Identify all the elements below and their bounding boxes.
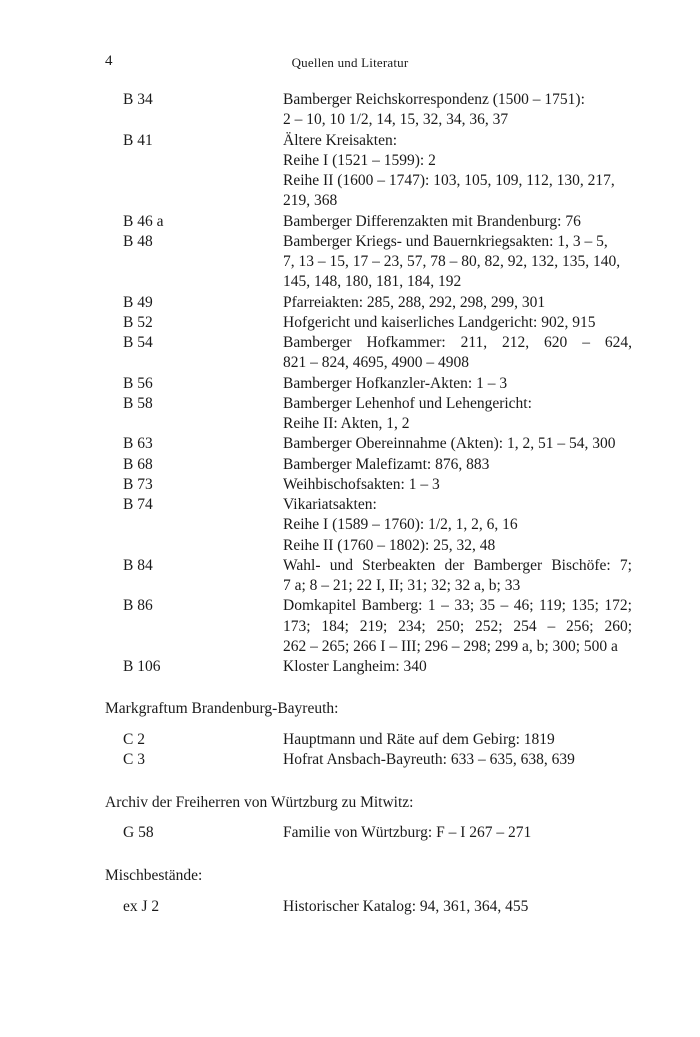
entry-line: 145, 148, 180, 181, 184, 192 — [283, 273, 462, 291]
catalog-entry — [0, 374, 700, 394]
entry-signature: B 48 — [123, 232, 153, 250]
entry-line: Weihbischofsakten: 1 – 3 — [283, 475, 440, 493]
entry-description — [283, 394, 632, 435]
entry-signature: B 73 — [123, 475, 153, 493]
entry-description — [283, 897, 632, 917]
section-heading: Mischbestände: — [105, 867, 203, 884]
catalog-entry — [0, 293, 700, 313]
entry-description — [283, 374, 632, 394]
entry-signature: B 74 — [123, 496, 153, 513]
entry-description — [283, 90, 632, 131]
entry-line: Ältere Kreisakten: — [283, 131, 398, 149]
catalog-entry — [0, 333, 700, 374]
section-heading: Archiv der Freiherren von Würtzburg zu Mitwitz: — [105, 794, 414, 811]
entry-description — [283, 657, 632, 677]
entry-line: 7, 13 – 15, 17 – 23, 57, 78 – 80, 82, 92, 132, 135, 140, — [283, 253, 621, 270]
section-entry-list — [0, 730, 700, 771]
catalog-entry — [0, 212, 700, 232]
entry-line: Reihe I (1521 – 1599): 2 — [283, 151, 436, 169]
catalog-entry — [0, 313, 700, 333]
entry-description — [283, 232, 632, 293]
entry-description — [283, 730, 632, 750]
entry-signature: B 46 a — [123, 212, 164, 230]
catalog-entry — [0, 434, 700, 454]
catalog-entry — [0, 394, 700, 435]
entry-signature: ex J 2 — [123, 898, 160, 915]
section-entry-list — [0, 823, 700, 843]
section-entry-list — [0, 897, 700, 917]
entry-line: Bamberger Malefizamt: 876, 883 — [283, 455, 490, 473]
catalog-entry — [0, 475, 700, 495]
entry-line: Hofrat Ansbach-Bayreuth: 633 – 635, 638, 639 — [283, 751, 575, 769]
entry-description — [283, 313, 632, 333]
entry-signature: B 56 — [123, 374, 153, 392]
entry-signature: B 58 — [123, 394, 153, 412]
entry-line: Reihe I (1589 – 1760): 1/2, 1, 2, 6, 16 — [283, 516, 518, 534]
entry-line: Kloster Langheim: 340 — [283, 658, 427, 675]
entry-line: 2 – 10, 10 1/2, 14, 15, 32, 34, 36, 37 — [283, 111, 509, 129]
entry-line: Wahl- und Sterbeakten der Bamberger Bischöfe: 7; — [283, 556, 632, 574]
catalog-entry — [0, 750, 700, 770]
entry-line: Hauptmann und Räte auf dem Gebirg: 1819 — [283, 731, 555, 748]
catalog-entry — [0, 556, 700, 597]
entry-line: 821 – 824, 4695, 4900 – 4908 — [283, 354, 469, 372]
entry-signature: B 52 — [123, 313, 153, 331]
entry-line: Bamberger Hofkammer: 211, 212, 620 – 624, — [283, 334, 632, 351]
entry-signature: C 3 — [123, 751, 145, 769]
entry-description — [283, 750, 632, 770]
catalog-entry — [0, 495, 700, 556]
entry-line: 7 a; 8 – 21; 22 I, II; 31; 32; 32 a, b; 33 — [283, 577, 521, 594]
entry-signature: G 58 — [123, 824, 154, 841]
catalog-entry — [0, 232, 700, 293]
entry-description — [283, 596, 632, 657]
entry-description — [283, 455, 632, 475]
entry-signature: B 86 — [123, 597, 153, 615]
entry-description — [283, 823, 632, 843]
catalog-entry — [0, 90, 700, 131]
entry-line: Reihe II: Akten, 1, 2 — [283, 415, 410, 432]
entry-description — [283, 333, 632, 374]
entry-line: Historischer Katalog: 94, 361, 364, 455 — [283, 898, 529, 915]
catalog-entry — [0, 596, 700, 657]
section-heading: Markgraftum Brandenburg-Bayreuth: — [105, 700, 339, 717]
catalog-entry — [0, 897, 700, 917]
entry-signature: B 63 — [123, 435, 153, 453]
entry-line: Familie von Würtzburg: F – I 267 – 271 — [283, 824, 532, 841]
entry-line: Hofgericht und kaiserliches Landgericht: 902, 915 — [283, 313, 596, 331]
entry-description — [283, 434, 632, 454]
bamberg-entry-list — [0, 90, 700, 677]
entry-signature: B 49 — [123, 293, 153, 311]
entry-signature: B 68 — [123, 455, 153, 473]
catalog-entry — [0, 657, 700, 677]
entry-description — [283, 131, 632, 212]
entry-line: Domkapitel Bamberg: 1 – 33; 35 – 46; 119; 135; 172; — [283, 597, 632, 615]
entry-line: Vikariatsakten: — [283, 496, 377, 513]
entry-line: 219, 368 — [283, 192, 338, 210]
entry-line: Bamberger Differenzakten mit Brandenburg: 76 — [283, 212, 581, 230]
entry-line: Bamberger Obereinnahme (Akten): 1, 2, 51 – 54, 300 — [283, 435, 616, 453]
entry-signature: B 54 — [123, 334, 153, 351]
catalog-entry — [0, 455, 700, 475]
entry-line: 262 – 265; 266 I – III; 296 – 298; 299 a, b; 300; 500 a — [283, 637, 618, 655]
entry-line: Bamberger Reichskorrespondenz (1500 – 1751): — [283, 91, 585, 108]
entry-description — [283, 212, 632, 232]
entry-description — [283, 495, 632, 556]
catalog-entry — [0, 131, 700, 212]
entry-line: Reihe II (1760 – 1802): 25, 32, 48 — [283, 536, 496, 554]
entry-signature: B 106 — [123, 658, 161, 675]
entry-line: Reihe II (1600 – 1747): 103, 105, 109, 112, 130, 217, — [283, 172, 615, 189]
catalog-entry — [0, 823, 700, 843]
entry-signature: B 34 — [123, 91, 153, 108]
entry-line: Bamberger Lehenhof und Lehengericht: — [283, 394, 532, 412]
entry-description — [283, 293, 632, 313]
catalog-entry — [0, 730, 700, 750]
page-number: 4 — [105, 53, 113, 69]
entry-description — [283, 556, 632, 597]
entry-line: Pfarreiakten: 285, 288, 292, 298, 299, 301 — [283, 293, 546, 311]
entry-signature: B 84 — [123, 556, 153, 574]
entry-signature: C 2 — [123, 731, 145, 748]
entry-line: Bamberger Hofkanzler-Akten: 1 – 3 — [283, 374, 508, 392]
entry-description — [283, 475, 632, 495]
entry-line: Bamberger Kriegs- und Bauernkriegsakten: 1, 3 – 5, — [283, 232, 608, 250]
entry-signature: B 41 — [123, 131, 153, 149]
entry-line: 173; 184; 219; 234; 250; 252; 254 – 256; 260; — [283, 617, 632, 635]
running-head: Quellen und Literatur — [291, 55, 409, 70]
